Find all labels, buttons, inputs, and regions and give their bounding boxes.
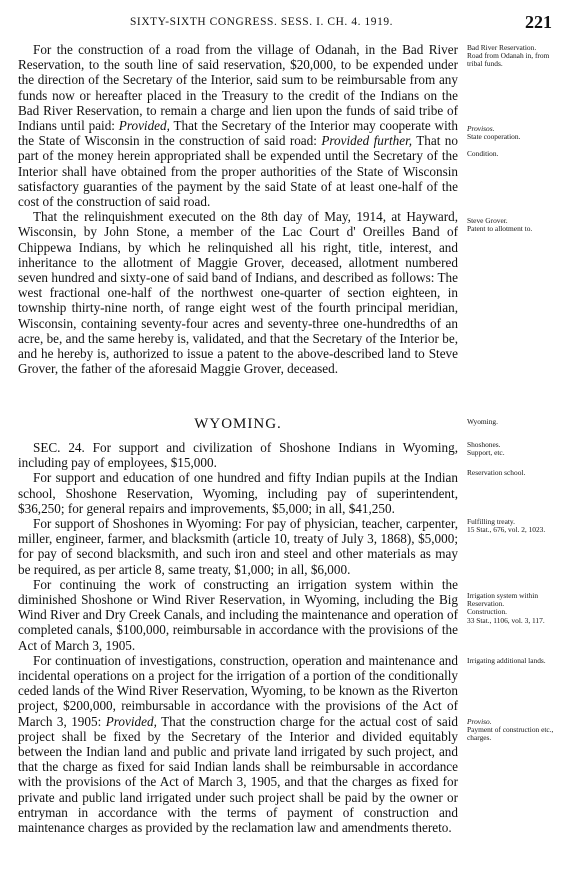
margin-note-steve-grover — [467, 217, 563, 233]
running-head: SIXTY-SIXTH CONGRESS. SESS. I. CH. 4. 1919. — [130, 16, 394, 28]
margin-note-provisos — [467, 125, 563, 141]
note-bad-river-road: Road from Odanah in, from tribal funds. — [467, 51, 550, 69]
margin-note-wyoming — [467, 418, 563, 426]
note-construction-citation: 33 Stat., 1106, vol. 3, 117. — [467, 615, 545, 625]
note-payment: Payment of construction etc., charges. — [467, 725, 554, 743]
shoshone-support-paragraph: For support of Shoshones in Wyoming: For pay of physician, teacher, carpenter, miller, engineer, farmer, and blacksmith (article 10, treaty of July 3, 1868), $5,000; for pay of second blacksmith, and such iron and steel and other materials as may be required, as per article 8, same treaty, $1,000; in all, $6,000. — [18, 516, 458, 577]
margin-note-irrigating-lands — [467, 657, 563, 665]
margin-note-reservation-school — [467, 469, 563, 477]
provided-further-text: That no part of the money herein appropriated shall be expended until the Secretary of the Interior shall have obtained from the proper authorities of the State of Wisconsin satisfactory guaranties of the payment by the said State of at least one-half of the cost of the construction of said road. — [18, 133, 458, 210]
page-number: 221 — [525, 12, 552, 32]
note-state-cooperation: State cooperation. — [467, 132, 521, 142]
note-shoshones: Shoshones. — [467, 440, 501, 449]
odanah-road-text: For the construction of a road from the village of Odanah, in the Bad River Reservation, to the south line of said reservation, $20,000, to be expended under the direction of the Secretary of the Interior, said sum to be reimbursable from any funds now or hereafter placed in the Treasury to the credit of the Indians on the Bad River Reservation, to remain a charge and lien upon the funds of said tribe of Indians until paid: — [18, 42, 458, 134]
note-provisos: Provisos. — [467, 124, 495, 133]
note-proviso: Proviso. — [467, 717, 492, 726]
note-construction: Construction. — [467, 607, 508, 617]
note-wyoming: Wyoming. — [467, 417, 498, 426]
note-bad-river-title: Bad River Reservation. — [467, 43, 537, 52]
section-24-paragraph: SEC. 24. For support and civilization of Shoshone Indians in Wyoming, including pay of employees, $15,000. — [18, 440, 458, 471]
margin-note-irrigation — [467, 592, 563, 625]
indian-school-paragraph: For support and education of one hundred and fifty Indian pupils at the Indian school, Shoshone Reservation, Wyoming, including pay of superintendent, $36,250; for general repairs and improvements, $5,000; in all, $41,250. — [18, 470, 458, 516]
provided-further-label: Provided further, — [321, 133, 413, 149]
note-steve-grover: Steve Grover. — [467, 216, 508, 225]
odanah-road-paragraph — [18, 42, 458, 209]
margin-note-condition — [467, 150, 563, 158]
wisconsin-body — [18, 42, 458, 376]
margin-note-proviso — [467, 718, 563, 743]
note-irrigating-lands: Irrigating additional lands. — [467, 656, 546, 665]
irrigation-paragraph: For continuing the work of constructing an irrigation system within the diminished Shoshone or Wind River Reservation, in Wyoming, including the Big Wind River and Dry Creek Canals, and including the maintenance and operation of completed canals, $100,000, reimbursable in accordance with the provisions of the Act of March 3, 1905. — [18, 576, 458, 653]
note-condition: Condition. — [467, 149, 499, 158]
note-fulfilling-treaty: Fulfilling treaty. — [467, 517, 515, 526]
provided-label: Provided, — [118, 118, 170, 134]
provided-text: That the Secretary of the Interior may cooperate with the State of Wisconsin in the construction of said road: — [18, 118, 458, 149]
section-heading: WYOMING. — [194, 416, 282, 432]
note-support-etc: Support, etc. — [467, 448, 505, 458]
margin-note-bad-river — [467, 44, 563, 69]
note-patent: Patent to allotment to. — [467, 224, 533, 234]
riverton-paragraph — [18, 653, 458, 835]
riverton-text-before: For continuation of investigations, construction, operation and maintenance and incidental operations on a project for the irrigation of a portion of the conditionally ceded lands of the Wind River Reservation, Wyoming, to be known as the Riverton project, $200,000, reimbursable in accordance with the provisions of the Act of March 3, 1905: — [18, 652, 458, 729]
wyoming-body — [18, 440, 458, 835]
riverton-text-after: That the construction charge for the actual cost of said project shall be fixed by the Secretary of the Interior and divided equitably between the Indian land and public and private land irrigated by such project, and that the charge as fixed for said Indian lands shall be reimbursable in accordance with the provisions of the Act of March 3, 1905, and that the charges as fixed for private and public land irrigated under such project shall be paid by the owner or entryman in accordance with the terms of payment of construction and maintenance charges as provided by the reclamation law and amendments thereto. — [18, 713, 459, 836]
relinquishment-paragraph: That the relinquishment executed on the 8th day of May, 1914, at Hayward, Wisconsin, by John Stone, a member of the Lac Court d' Oreilles Band of Chippewa Indians, by which he relinquished all his right, title, interest, and inheritance to the allotment of Maggie Grover, deceased, allotment numbered seven hundred and sixty-one of said band of Indians, and described as follows: The west fractional one-half of the northwest one-quarter of section eighteen, in township thirty-nine north, of range eight west of the fourth principal meridian, Wisconsin, containing seventy-four acres and seventy-three one-hundredths of an acre, be, and the same hereby is, validated, and that the Secretary of the Interior be, and he hereby is, authorized to issue a patent to the above-described land to Steve Grover, the father of the aforesaid Maggie Grover, deceased. — [18, 209, 458, 377]
margin-note-fulfilling-treaty — [467, 518, 563, 534]
riverton-provided-label: Provided, — [105, 713, 157, 729]
page-header — [0, 14, 566, 34]
note-treaty-citation: 15 Stat., 676, vol. 2, 1023. — [467, 525, 546, 535]
note-reservation-school: Reservation school. — [467, 468, 526, 477]
note-irrigation-system: Irrigation system within Reservation. — [467, 591, 539, 609]
margin-note-shoshones — [467, 441, 563, 457]
